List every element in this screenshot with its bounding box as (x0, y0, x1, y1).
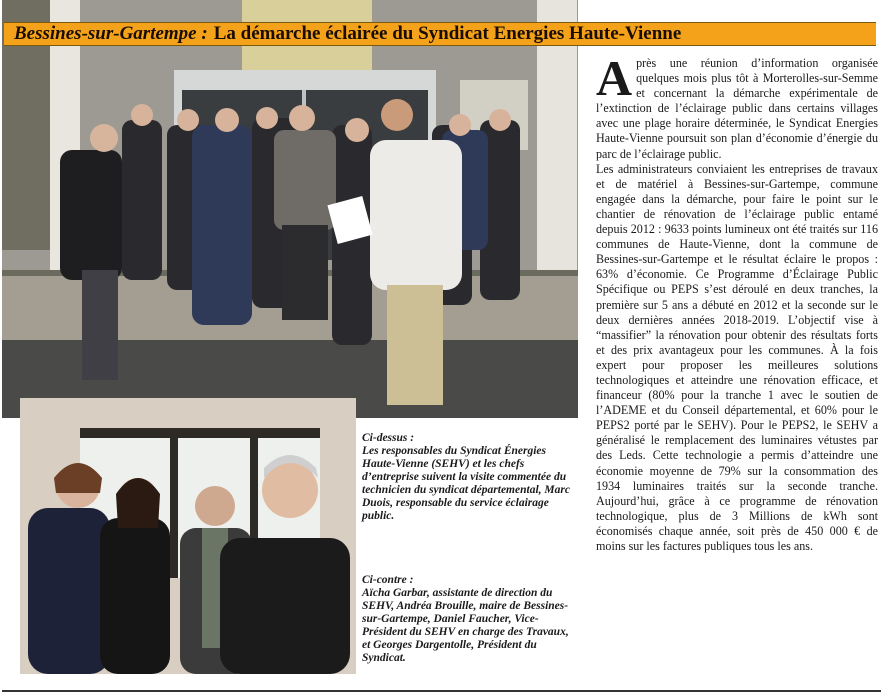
indoor-photo (20, 398, 356, 674)
article-body (596, 56, 878, 680)
caption-top (362, 432, 574, 523)
headline-location: Bessines-sur-Gartempe : (14, 23, 208, 44)
caption-top-text: Les responsables du Syndicat Énergies Haute-Vienne (SEHV) et les chefs d’entreprise suivent la visite commentée du technicien du syndicat départemental, Marc Duois, responsable du service éclairage public. (362, 445, 570, 522)
group-photo (2, 0, 578, 418)
footer-rule (2, 690, 881, 692)
headline-bar (4, 22, 876, 46)
article-paragraph-2: Les administrateurs conviaient les entreprises de travaux et de matériel à Bessines-sur-Gartempe, commune engagée dans la démarche, pour faire le point sur le chantier de rénovation de l’éclairage public entamé depuis 2012 : 9633 points lumineux ont été traités sur 116 communes de Haute-Vienne, dont la commune de Bessines-sur-Gartempe et le résultat éclaire le propos : 63% d’économie. Ce Programme d’Éclairage Public Spécifique ou PEPS s’est déroulé en deux tranches, la première sur 5 ans a débuté en 2012 et la seconde sur le deux dernières années 2018-2019. L’objectif vise à “massifier” la rénovation pour obtenir des résultats forts et des prix avantageux pour les communes. À la fois expert pour proposer les meilleures solutions technologiques et atteindre une rénovation efficace, et financeur (80% pour la tranche 1 avec le soutien de l’ADEME et du Conseil départemental, et 60% pour le PEPS2 porté par le SEHV). Pour le PEPS2, le SEHV a généralisé le remplacement des luminaires vétustes par des Leds. Cette technologie a permis d’atteindre une économie moyenne de 79% sur la consommation des 1934 luminaires traités sur la seconde tranche. Aujourd’hui, grâce à ce programme de rénovation technologique, plus de 3 Millions de kWh sont économisés chaque année, soit près de 450 000 € de moins sur les factures publiques tous les ans. (596, 161, 878, 553)
drop-cap: A (596, 56, 633, 106)
caption-bottom-text: Aïcha Garbar, assistante de direction du SEHV, Andréa Brouille, maire de Bessines-sur-Gartempe, Daniel Faucher, Vice-Président du SEHV en charge des Travaux, et Georges Dargentolle, Président du Syndicat. (362, 587, 569, 664)
article-paragraph-1 (596, 56, 878, 162)
caption-top-title: Ci-dessus : (362, 432, 415, 444)
caption-bottom-title: Ci-contre : (362, 574, 414, 586)
paragraph-1-text: près une réunion d’information organisée quelques mois plus tôt à Morterolles-sur-Semme et concernant la démarche expérimentale de l’extinction de l’éclairage public dans certains villages avec une plage horaire déterminée, le Syndicat Energies Haute-Vienne poursuit son plan d’économie d’énergie du parc de l’éclairage public. (596, 56, 878, 161)
headline-title: La démarche éclairée du Syndicat Energies Haute-Vienne (213, 23, 682, 44)
caption-bottom (362, 574, 574, 665)
